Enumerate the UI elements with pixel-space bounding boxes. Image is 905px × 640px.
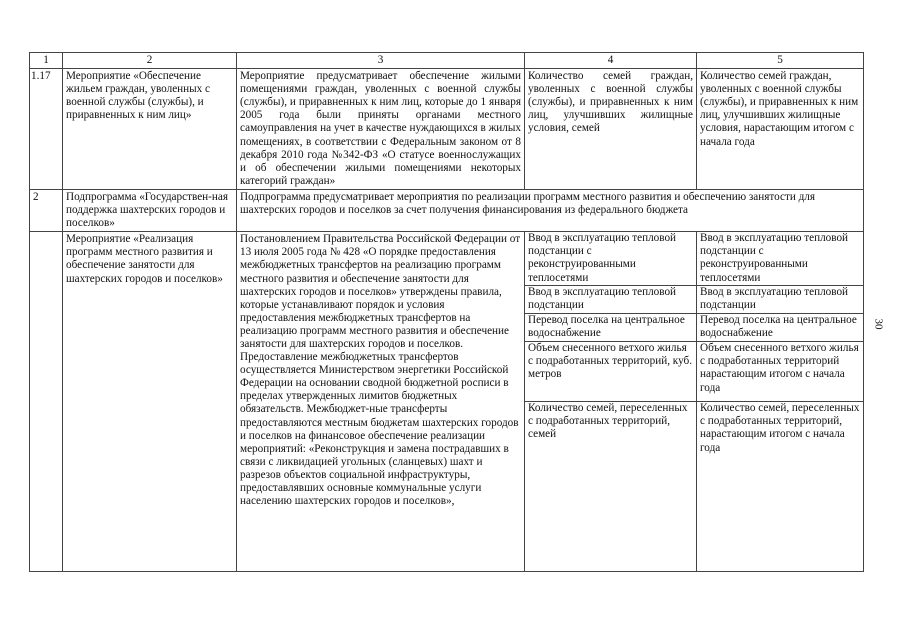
method-item: Перевод поселка на центральное водоснабжение <box>697 314 863 342</box>
column-number: 1 <box>30 53 63 69</box>
measure-description: Постановлением Правительства Российской Федерации от 13 июля 2005 года № 428 «О порядке предоставления межбюджетных трансфертов на реализацию программ местного развития и обеспечение занятости для шахтерских городов и поселков» утверждены правила, которые устанавливают порядок и условия предоставления межбюджетных трансфертов на реализацию программ местного развития и обеспечение занятости для шахтерских городов и поселков. Предоставление межбюджетных трансфертов осуществляется Министерством энергетики Российской Федерации на основании сводной бюджетной росписи в пределах утвержденных лимитов бюджетных обязательств. Межбюджет-ные трансферты предоставляются местным бюджетам шахтерских городов и поселков на финансовое обеспечение реализации мероприятий: «Реконструкция и замена пострадавших в связи с ликвидацией угольных (сланцевых) шахт и разрезов объектов социальной инфраструктуры, предоставлявших основные коммунальные услуги населению шахтерских городов и поселков», <box>237 232 525 572</box>
indicator-item: Перевод поселка на центральное водоснабжение <box>525 314 696 342</box>
program-table <box>29 52 864 572</box>
table-row <box>30 232 864 572</box>
method-item: Ввод в эксплуатацию тепловой подстанции <box>697 286 863 314</box>
column-numbers-row <box>30 53 864 69</box>
subprogram-description: Подпрограмма предусматривает мероприятия по реализации программ местного развития и обеспечению занятости для шахтерских городов и поселков за счет получения финансирования из федерального бюджета <box>237 189 864 231</box>
row-number: 1.17 <box>30 69 63 190</box>
measure-name: Мероприятие «Реализация программ местного развития и обеспечение занятости для шахтерских городов и поселков» <box>63 232 237 572</box>
method-list <box>697 232 864 572</box>
column-number: 3 <box>237 53 525 69</box>
method-cell: Количество семей граждан, уволенных с военной службы (службы), и приравненных к ним лиц, улучшивших жилищные условия, нарастающим итогом с начала года <box>697 69 864 190</box>
column-number: 2 <box>63 53 237 69</box>
row-number <box>30 232 63 572</box>
indicator-item: Объем снесенного ветхого жилья с подработанных территорий, куб. метров <box>525 342 696 402</box>
column-number: 5 <box>697 53 864 69</box>
measure-name: Мероприятие «Обеспечение жильем граждан, уволенных с военной службы (службы), и приравненных к ним лиц» <box>63 69 237 190</box>
indicator-item: Ввод в эксплуатацию тепловой подстанции <box>525 286 696 314</box>
row-number: 2 <box>30 189 63 231</box>
table-row <box>30 189 864 231</box>
method-item: Количество семей, переселенных с подработанных территорий, нарастающим итогом с начала года <box>700 402 860 454</box>
measure-description: Мероприятие предусматривает обеспечение жилыми помещениями граждан, уволенных с военной службы (службы), и приравненных к ним лиц, которые до 1 января 2005 года были приняты органами местного самоуправления на учет в качестве нуждающихся в жилых помещениях, в соответствии с Федеральным законом от 8 декабря 2010 года №342-ФЗ «О статусе военнослужащих и об обеспечении жилыми помещениями некоторых категорий граждан» <box>237 69 525 190</box>
indicator-cell: Количество семей граждан, уволенных с военной службы (службы), и приравненных к ним лиц, улучшивших жилищные условия, семей <box>525 69 697 190</box>
indicator-list <box>525 232 697 572</box>
page-number: 30 <box>872 318 885 330</box>
indicator-item: Ввод в эксплуатацию тепловой подстанции с реконструированными теплосетями <box>525 232 696 286</box>
column-number: 4 <box>525 53 697 69</box>
table-row <box>30 69 864 190</box>
subprogram-name: Подпрограмма «Государствен-ная поддержка шахтерских городов и поселков» <box>63 189 237 231</box>
method-item: Ввод в эксплуатацию тепловой подстанции с реконструированными теплосетями <box>697 232 863 286</box>
method-item: Объем снесенного ветхого жилья с подработанных территорий нарастающим итогом с начала года <box>697 342 863 402</box>
indicator-item: Количество семей, переселенных с подработанных территорий, семей <box>528 402 688 441</box>
